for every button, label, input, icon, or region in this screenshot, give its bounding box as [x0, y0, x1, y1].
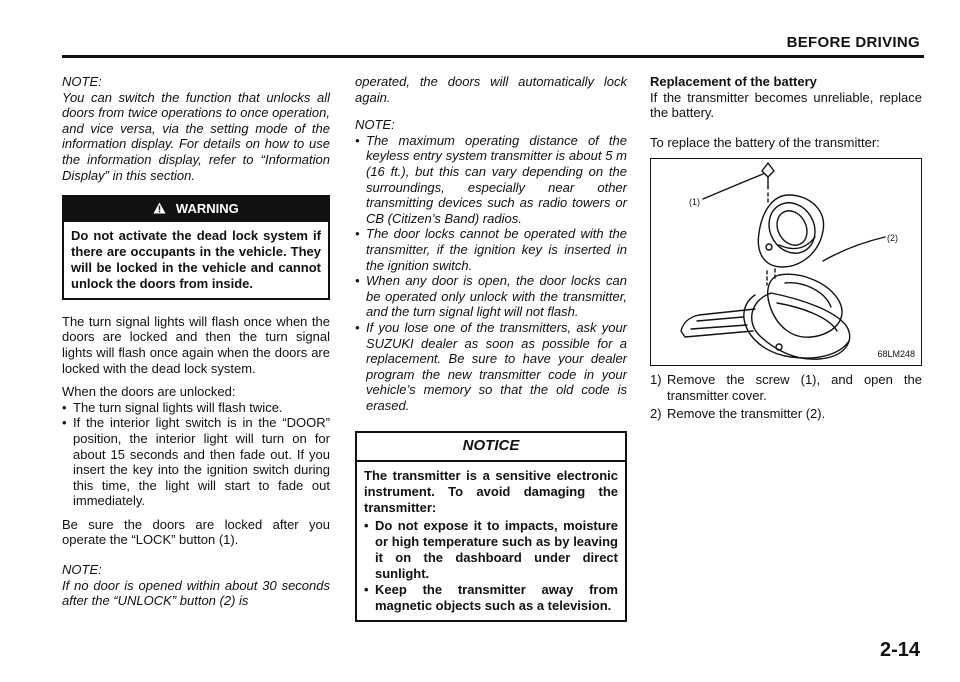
list-item: • If you lose one of the transmitters, ask your SUZUKI dealer as soon as possible for a replacement. Be sure to have your dealer program the new transmitter code in your vehicle’s memory so that the old code is erased.: [355, 320, 627, 414]
warning-title: WARNING: [175, 201, 239, 217]
step-number: 2): [650, 405, 662, 421]
notice-body: [357, 462, 625, 620]
paragraph-replace-battery: To replace the battery of the transmitter:: [650, 134, 880, 150]
page-number: 2-14: [879, 639, 920, 661]
steps-list: [650, 372, 922, 421]
paragraph-lock-button: Be sure the doors are locked after you operate the “LOCK” button (1).: [62, 516, 330, 548]
paragraph-turn-signal: The turn signal lights will flash once when the doors are locked and then the turn signal lights will flash once again when the doors are locked with the dead lock system.: [62, 313, 330, 376]
figure-code: 68LM248: [877, 348, 915, 359]
column-2: [355, 74, 627, 622]
note-3-label: NOTE:: [355, 117, 395, 133]
list-item: • The maximum operating distance of the keyless entry system transmitter is about 5 m (16 ft.), but this can vary depending on the surroundings, especially near other transmitting devices such as radio towers or CB (Citizen’s Band) radios.: [355, 133, 627, 227]
list-item: • The door locks cannot be operated with the transmitter, if the ignition key is inserted in the ignition switch.: [355, 226, 627, 273]
step-number: 1): [650, 372, 662, 388]
note-continuation: operated, the doors will automatically lock again.: [355, 74, 627, 105]
list-item: [650, 406, 922, 422]
figure-label-transmitter: (2): [887, 233, 898, 244]
transmitter-illustration: [651, 159, 921, 365]
header-rule: [62, 55, 924, 58]
note-1: [62, 74, 330, 183]
warning-header: [64, 197, 328, 222]
warning-text: Do not activate the dead lock system if there are occupants in the vehicle. They will be locked in the vehicle and cannot unlock the doors from inside.: [71, 227, 321, 291]
step-text: Remove the screw (1), and open the transmitter cover.: [667, 372, 922, 403]
unlock-bullet-list: [62, 400, 330, 509]
list-item: [650, 372, 922, 403]
section-heading: Replacement of the battery: [650, 74, 817, 89]
page-header-title: BEFORE DRIVING: [786, 34, 920, 51]
note-2-text: If no door is opened within about 30 seconds after the “UNLOCK” button (2) is: [62, 577, 330, 609]
list-item: • When any door is open, the door locks can be operated only unlock with the transmitter, and the turn signal light will not flash.: [355, 273, 627, 320]
notice-title: NOTICE: [357, 433, 625, 462]
note-2: [62, 562, 330, 609]
note-1-text: You can switch the function that unlocks all doors from twice operations to once operation, and vice versa, via the setting mode of the information display. For details on how to use the information display, refer to “Information Display” in this section.: [62, 89, 330, 183]
notice-intro: The transmitter is a sensitive electronic instrument. To avoid damaging the transmitter:: [364, 468, 618, 516]
transmitter-figure: [650, 158, 922, 366]
figure-label-screw: (1): [689, 197, 700, 208]
column-3: [650, 74, 922, 423]
paragraph-unlocked: When the doors are unlocked:: [62, 384, 236, 400]
list-item: • Keep the transmitter away from magnetic objects such as a television.: [364, 582, 618, 614]
step-text: Remove the transmitter (2).: [667, 405, 826, 421]
notice-bullet-list: [364, 518, 618, 614]
notice-box: [355, 431, 627, 622]
list-item: • Do not expose it to impacts, moisture or high temperature such as by leaving it on the dashboard under direct sunlight.: [364, 518, 618, 582]
note-3-bullet-list: [355, 133, 627, 414]
note-1-label: NOTE:: [62, 74, 102, 89]
note-2-label: NOTE:: [62, 562, 102, 578]
paragraph-unreliable: If the transmitter becomes unreliable, replace the battery.: [650, 89, 922, 121]
column-1: [62, 74, 330, 617]
list-item: • If the interior light switch is in the “DOOR” position, the interior light will turn on for about 15 seconds and then fade out. If you insert the key into the ignition switch during this time, the light will start to fade out immediately.: [62, 415, 330, 509]
list-item: • The turn signal lights will flash twice.: [62, 400, 330, 416]
warning-box: [62, 195, 330, 300]
warning-triangle-icon: [153, 201, 170, 216]
